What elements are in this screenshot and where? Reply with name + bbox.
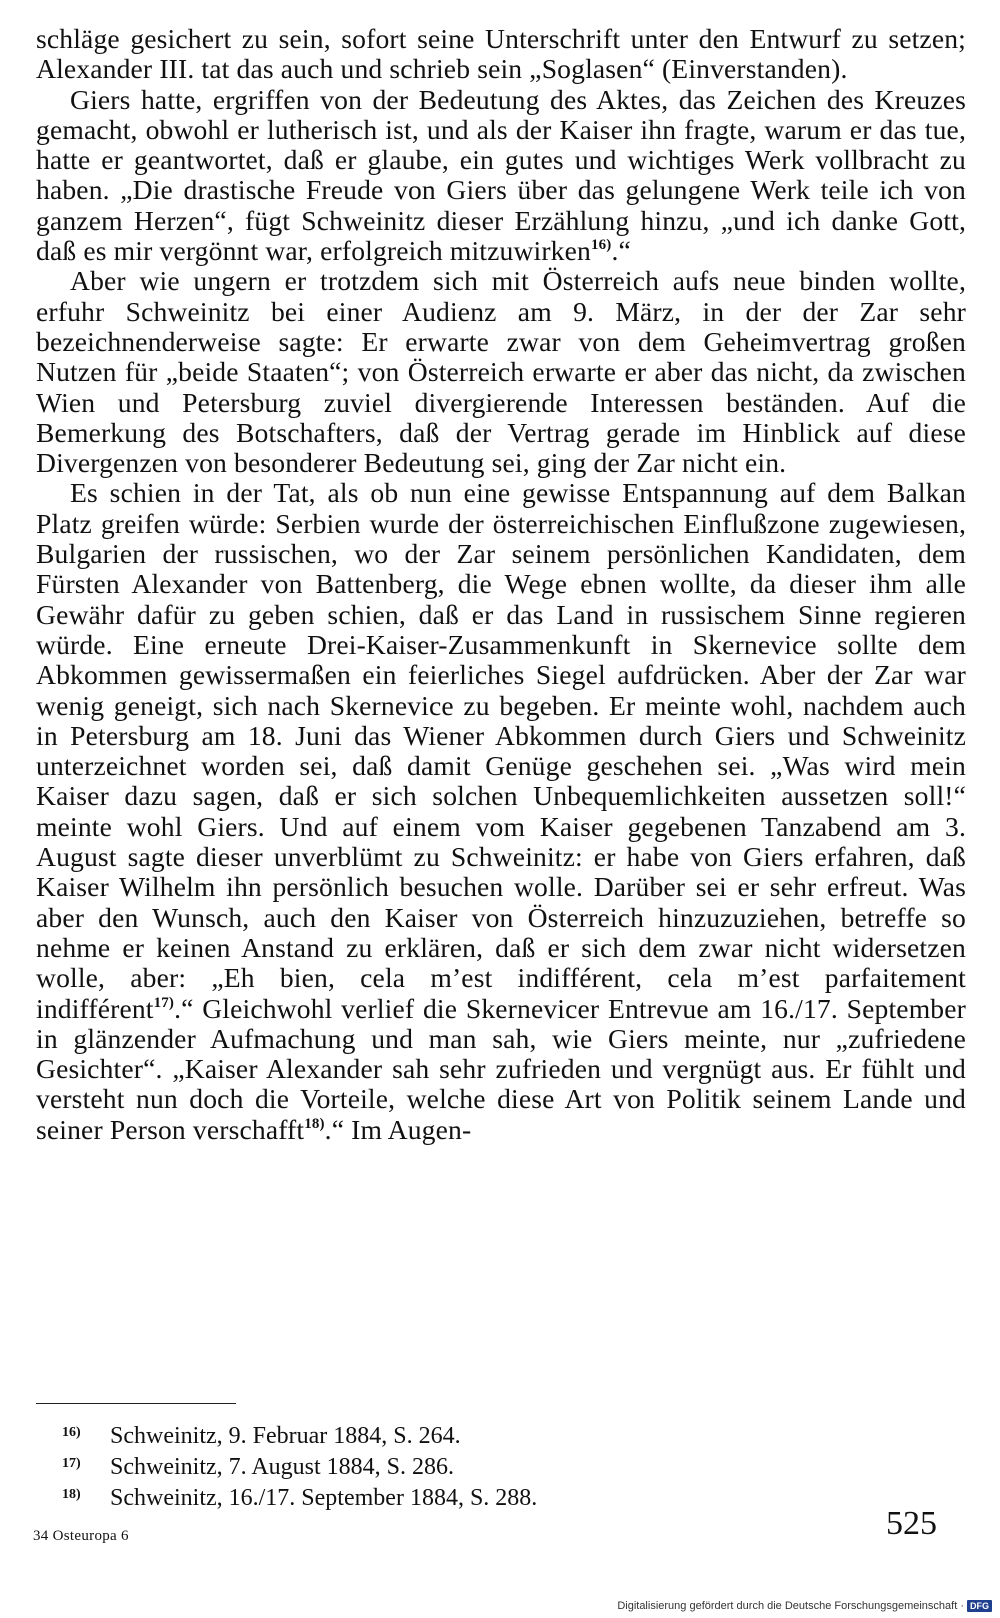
footnote-text: Schweinitz, 16./17. September 1884, S. 288. xyxy=(110,1485,538,1511)
footnote-ref-18: 18) xyxy=(304,1115,325,1132)
printer-signature: 34 Osteuropa 6 xyxy=(33,1528,129,1544)
footnote-text: Schweinitz, 9. Februar 1884, S. 264. xyxy=(110,1423,461,1449)
footnote-divider xyxy=(36,1403,236,1404)
page-body xyxy=(36,24,966,1145)
footnote-number: 16) xyxy=(62,1425,81,1440)
footnote-ref-17: 17) xyxy=(153,994,175,1011)
paragraph-4-part-a: Es schien in der Tat, als ob nun eine gewisse Entspannung auf dem Balkan Platz greifen würde: Serbien wurde der österreichischen Einflußzone zugewiesen, Bulgarien der russischen, wo der Zar seinem persönlichen Kandidaten, dem Fürsten Alexander von Battenberg, die Wege ebnen wollte, da dieser ihm alle Gewähr dafür zu geben schien, daß er das Land in russischem Sinne regieren würde. Eine erneute Drei-Kaiser-Zusammenkunft in Skernevice sollte dem Abkommen gewissermaßen ein feierliches Siegel aufdrücken. Aber der Zar war wenig geneigt, sich nach Skernevice zu begeben. Er meinte wohl, nachdem auch in Petersburg am 18. Juni das Wiener Abkommen durch Giers und Schweinitz unterzeichnet worden sei, daß damit Genüge geschehen sei. „Was wird mein Kaiser dazu sagen, daß er sich solchen Unbequemlichkeiten aussetzen soll!“ meinte wohl Giers. Und auf einem vom Kaiser gegebenen Tanzabend am 3. August sagte dieser unverblümt zu Schweinitz: er habe von Giers erfahren, daß Kaiser Wilhelm ihn persönlich besuchen wolle. Darüber sei er sehr erfreut. Was aber den Wunsch, auch den Kaiser von Österreich hinzuzuziehen, betreffe so nehme er keinen Anstand zu erklären, daß er sich dem zwar nicht widersetzen wolle, aber: „Eh bien, cela m’est indifférent, cela m’est parfaitement indifférent xyxy=(36,477,966,1024)
paragraph-4-part-b: .“ Gleichwohl verlief die Skernevicer Entrevue am 16./17. September in glänzender Aufmachung und man sah, wie Giers meinte, nur „zufriedene Gesichter“. „Kaiser Alexander sah sehr zufrieden und vergnügt aus. Er fühlt und versteht nun doch die Vorteile, welche diese Art von Politik seinem Lande und seiner Person verschafft xyxy=(36,992,966,1145)
paragraph-4 xyxy=(36,478,966,1145)
digitization-note: Digitalisierung gefördert durch die Deutsche Forschungsgemeinschaft · xyxy=(617,1600,964,1612)
footnote-17 xyxy=(62,1450,762,1481)
footnote-text: Schweinitz, 7. August 1884, S. 286. xyxy=(110,1454,455,1480)
footnote-18 xyxy=(62,1481,762,1512)
digitization-credit xyxy=(617,1600,992,1612)
paragraph-3: Aber wie ungern er trotzdem sich mit Österreich aufs neue binden wollte, erfuhr Schweinitz bei einer Audienz am 9. März, in der der Zar sehr bezeichnenderweise sagte: Er erwarte zwar von dem Geheimvertrag großen Nutzen für „beide Staaten“; von Österreich erwarte er aber das nicht, da zwischen Wien und Petersburg zuviel divergierende Interessen beständen. Auf die Bemerkung des Botschafters, daß der Vertrag gerade im Hinblick auf diese Divergenzen von besonderer Bedeutung sei, ging der Zar nicht ein. xyxy=(36,265,966,479)
footnote-number: 17) xyxy=(62,1456,81,1471)
paragraph-4-part-c: .“ Im Augen- xyxy=(324,1113,472,1145)
footnote-ref-16: 16) xyxy=(590,237,612,254)
footnotes xyxy=(62,1419,762,1512)
paragraph-2-end: .“ xyxy=(611,235,631,267)
paragraph-2 xyxy=(36,85,966,267)
footnote-16 xyxy=(62,1419,762,1450)
paragraph-2-text: Giers hatte, ergriffen von der Bedeutung des Aktes, das Zeichen des Kreuzes gemacht, obwohl er lutherisch ist, und als der Kaiser ihn fragte, warum er das tue, hatte er geantwortet, daß er glaube, ein gutes und wichtiges Werk vollbracht zu haben. „Die drastische Freude von Giers über das gelungene Werk teile ich von ganzem Herzen“, fügt Schweinitz dieser Erzählung hinzu, „und ich danke Gott, daß es mir vergönnt war, erfolgreich mitzuwirken xyxy=(36,83,966,267)
footnote-number: 18) xyxy=(62,1487,81,1502)
dfg-logo-icon: DFG xyxy=(967,1600,992,1612)
paragraph-1: schläge gesichert zu sein, sofort seine Unterschrift unter den Entwurf zu setzen; Alexander III. tat das auch und schrieb sein „Soglasen“ (Einverstanden). xyxy=(36,23,966,85)
page-number: 525 xyxy=(886,1505,937,1542)
